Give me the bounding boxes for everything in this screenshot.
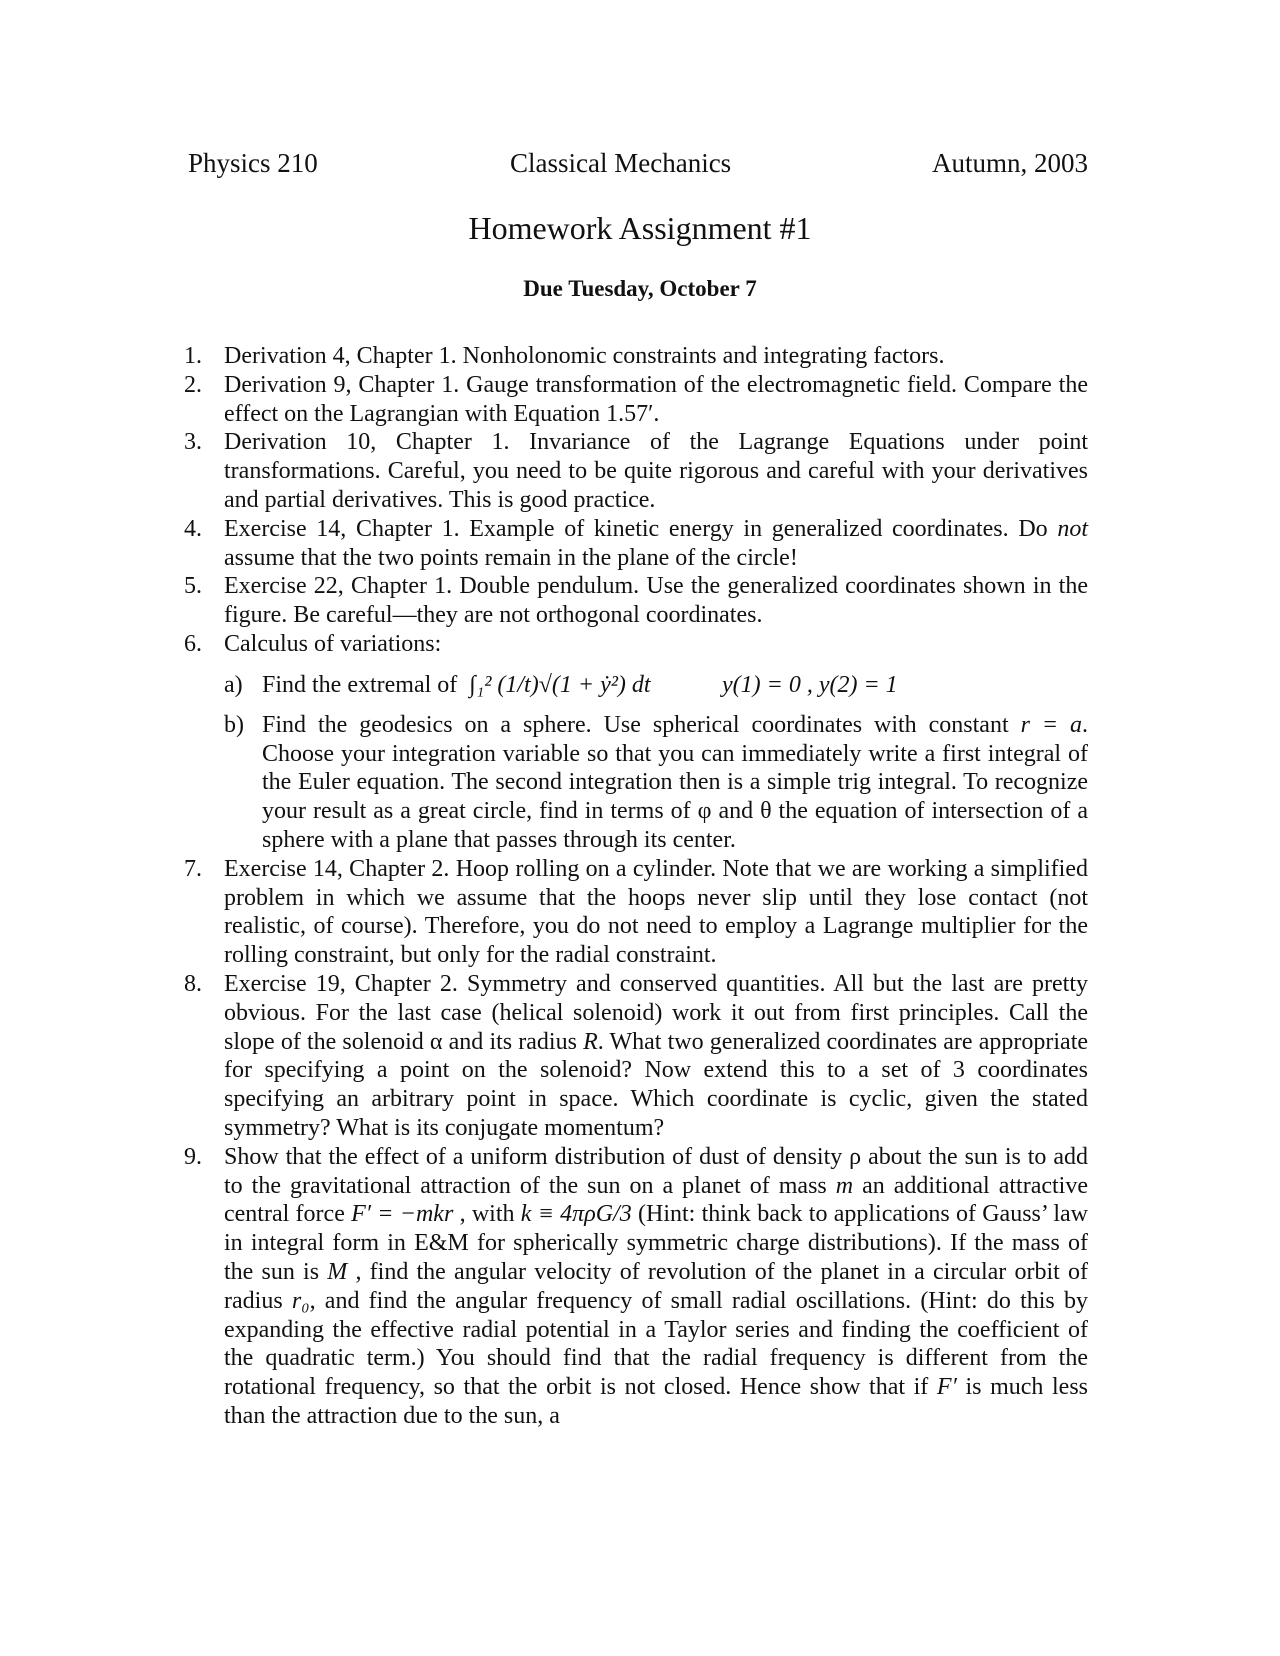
problem-number: 2.: [184, 371, 202, 398]
boundary-conditions: y(1) = 0 , y(2) = 1: [722, 671, 898, 698]
problem-number: 5.: [184, 573, 202, 600]
math-expression: F′ = −mkr: [351, 1201, 454, 1228]
math-symbol: M: [327, 1258, 348, 1285]
problem-text-part: , with: [453, 1201, 521, 1228]
subproblem-text: Find the extremal of: [262, 671, 458, 698]
problem-text-part: , and find the angular frequency of small radial oscillations. (Hint: do this by expanding the effective radial potential in a Taylor series and finding the coefficient of the quadratic term.) You should find that the radial frequency is different from the rotational frequency, so that the orbit is not closed. Hence show that if: [224, 1287, 1088, 1401]
math-symbol: F′: [936, 1374, 957, 1401]
problem-3: [184, 428, 1088, 514]
subproblem-a: [224, 665, 1088, 705]
problem-text: Exercise 22, Chapter 1. Double pendulum. Use the generalized coordinates shown in the figure. Be careful—they are not orthogonal coordinates.: [224, 573, 1088, 629]
problem-text: Exercise 14, Chapter 2. Hoop rolling on a cylinder. Note that we are working a simplified problem in which we assume that the hoops never slip until they lose contact (not realistic, of course). Therefore, you do not need to employ a Lagrange multiplier for the rolling constraint, but only for the radial constraint.: [224, 855, 1088, 969]
problem-text-part: (Hint: think back to applications of Gauss’ law in integral form in E&M for spherically symmetric charge distributions). If the mass of the sun is: [224, 1201, 1089, 1285]
problem-text: Calculus of variations:: [224, 630, 442, 657]
problem-number: 1.: [184, 343, 202, 369]
problem-list: [184, 342, 1088, 1431]
problem-text-part: , find the angular velocity of revolution of the planet in a circular orbit of radius: [224, 1258, 1088, 1314]
problem-7: [184, 855, 1088, 970]
problem-text-part: Exercise 14, Chapter 1. Example of kinetic energy in generalized coordinates. Do: [224, 515, 1058, 542]
problem-text: Derivation 9, Chapter 1. Gauge transformation of the electromagnetic field. Compare the effect on the Lagrangian with Equation 1.57′.: [224, 371, 1088, 427]
problem-number: 4.: [184, 515, 202, 542]
course-subject: Classical Mechanics: [510, 148, 732, 178]
math-symbol: m: [835, 1172, 854, 1199]
emphasis-text: not: [1057, 515, 1088, 542]
problem-8: [184, 970, 1088, 1143]
problem-number: 8.: [184, 970, 202, 997]
problem-1: [184, 342, 1088, 371]
subproblem-letter: b): [224, 711, 244, 738]
problem-number: 6.: [184, 630, 202, 657]
due-date: Due Tuesday, October 7: [523, 276, 757, 301]
subproblem-letter: a): [224, 671, 243, 698]
subproblem-b: [224, 711, 1088, 855]
problem-5: [184, 572, 1088, 630]
problem-text-part: assume that the two points remain in the plane of the circle!: [224, 544, 798, 571]
page-title: Homework Assignment #1: [468, 210, 812, 246]
problem-text-part: an additional attractive central force: [224, 1172, 1088, 1228]
problem-6: [184, 630, 1088, 855]
problem-text-part: Exercise 19, Chapter 2. Symmetry and conserved quantities. All but the last are pretty obvious. For the last case (helical solenoid) work it out from first principles. Call the slope of the solenoid α and its radius: [224, 970, 1088, 1055]
course-name: Physics 210: [188, 148, 318, 178]
problem-text-part: . What two generalized coordinates are appropriate for specifying a point on the solenoid? Now extend this to a set of 3 coordinates specifying an arbitrary point in space. Which coordinate is cyclic, given the stated symmetry? What is its conjugate momentum?: [224, 1028, 1089, 1141]
problem-number: 7.: [184, 855, 202, 882]
problem-text: Derivation 10, Chapter 1. Invariance of the Lagrange Equations under point transformations. Careful, you need to be quite rigorous and careful with your derivatives and partial derivatives. This is good practice.: [224, 429, 1088, 513]
integral-expression: ∫₁² (1/t)√(1 + ẏ²) dt: [469, 671, 651, 698]
problem-2: [184, 371, 1088, 429]
problem-text-part: Show that the effect of a uniform distribution of dust of density ρ about the sun is to add to the gravitational attraction of the sun on a planet of mass: [224, 1143, 1088, 1199]
problem-text: Derivation 4, Chapter 1. Nonholonomic constraints and integrating factors.: [224, 343, 945, 369]
math-symbol: R: [583, 1028, 598, 1055]
course-term: Autumn, 2003: [931, 148, 1088, 178]
problem-4: [184, 515, 1088, 573]
problem-text-part: is much less than the attraction due to the sun, a: [224, 1374, 1088, 1429]
header: [188, 148, 1088, 184]
math-expression: k ≡ 4πρG/3: [520, 1201, 632, 1228]
math-expression: r = a: [1020, 711, 1082, 738]
problem-number: 9.: [184, 1143, 202, 1170]
problem-number: 3.: [184, 429, 202, 456]
subproblem-text-part: . Choose your integration variable so that you can immediately write a first integral of the Euler equation. The second integration then is a simple trig integral. To recognize your result as a great circle, find in terms of φ and θ the equation of intersection of a sphere with a plane that passes through its center.: [262, 711, 1088, 853]
subproblem-text-part: Find the geodesics on a sphere. Use spherical coordinates with constant: [262, 711, 1021, 738]
problem-9: [184, 1143, 1088, 1431]
math-symbol: r₀: [291, 1287, 310, 1314]
